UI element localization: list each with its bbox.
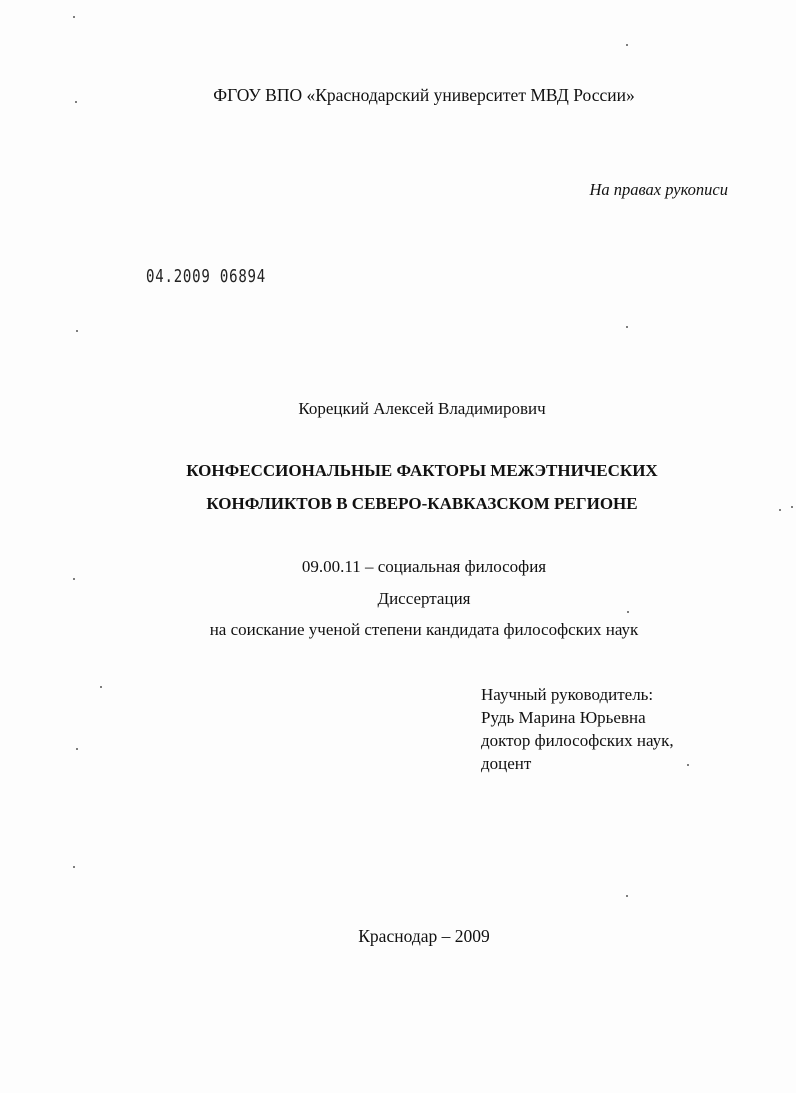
author-name: Корецкий Алексей Владимирович — [298, 399, 546, 418]
degree-statement: на соискание ученой степени кандидата философских наук — [209, 620, 639, 639]
specialty-code: 09.00.11 – социальная философия — [301, 557, 547, 576]
institution-name: ФГОУ ВПО «Краснодарский университет МВД России» — [213, 85, 635, 105]
dissertation-title-line2: КОНФЛИКТОВ В СЕВЕРО-КАВКАЗСКОМ РЕГИОНЕ — [206, 494, 638, 513]
scan-speck — [626, 895, 628, 897]
supervisor-block — [481, 683, 674, 775]
supervisor-rank: доцент — [481, 754, 532, 773]
scan-speck — [73, 578, 75, 580]
scan-speck — [779, 509, 781, 511]
scan-speck — [100, 686, 102, 688]
scan-speck — [73, 866, 75, 868]
scan-speck — [76, 330, 78, 332]
manuscript-note: На правах рукописи — [589, 180, 728, 199]
scan-speck — [73, 16, 75, 18]
work-type: Диссертация — [377, 589, 471, 608]
scan-speck — [76, 748, 78, 750]
scan-speck — [791, 506, 793, 508]
city-year: Краснодар – 2009 — [358, 926, 490, 946]
scan-speck — [75, 101, 77, 103]
dissertation-title-line1: КОНФЕССИОНАЛЬНЫЕ ФАКТОРЫ МЕЖЭТНИЧЕСКИХ — [186, 461, 658, 480]
supervisor-label: Научный руководитель: — [481, 685, 654, 704]
registration-stamp: 04.2009 06894 — [146, 266, 267, 287]
scan-speck — [626, 326, 628, 328]
scan-speck — [687, 764, 689, 766]
supervisor-degree: доктор философских наук, — [481, 731, 674, 750]
supervisor-name: Рудь Марина Юрьевна — [481, 708, 646, 727]
scan-speck — [627, 611, 629, 613]
scan-speck — [626, 44, 628, 46]
